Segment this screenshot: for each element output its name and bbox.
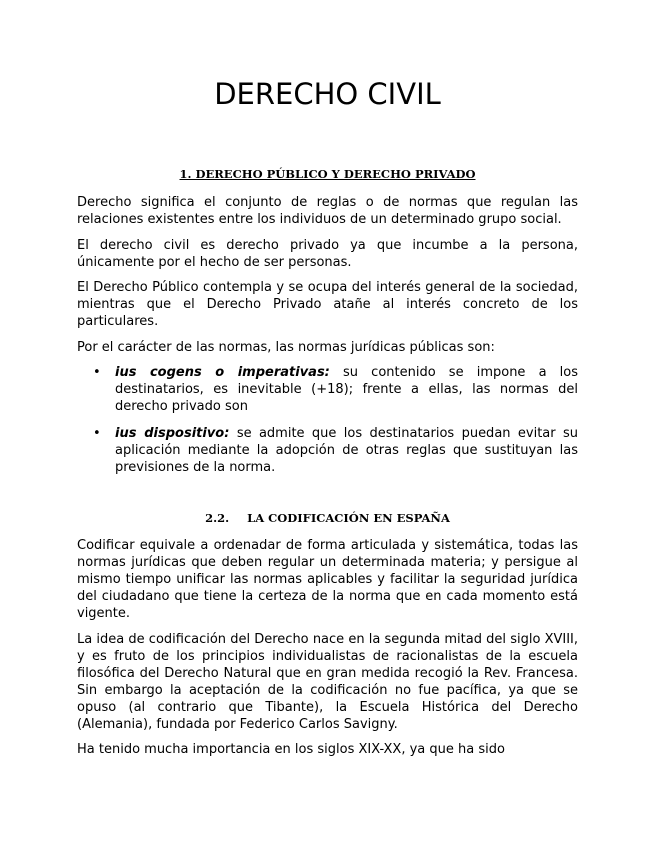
list-item-ius-cogens — [93, 364, 579, 415]
paragraph-publico-vs-privado: El Derecho Público contempla y se ocupa del interés general de la sociedad, mientras que el Derecho Privado atañe al interés concreto de los particulares. — [77, 280, 578, 329]
bullet-icon: • — [93, 426, 101, 441]
document-body — [77, 166, 578, 767]
paragraph-importancia: Ha tenido mucha importancia en los siglos XIX-XX, ya que ha sido — [77, 742, 505, 757]
term-ius-dispositivo: ius dispositivo: — [115, 426, 230, 441]
term-ius-cogens: ius cogens o imperativas: — [115, 365, 330, 380]
description-ius-dispositivo: se admite que los destinatarios puedan evitar su aplicación mediante la adopción de otras reglas que sustituyan las previsiones de la norma. — [115, 426, 578, 475]
document-title: DERECHO CIVIL — [214, 77, 441, 111]
paragraph-derecho-civil: El derecho civil es derecho privado ya que incumbe a la persona, únicamente por el hecho de ser personas. — [77, 237, 578, 270]
paragraph-idea-codificacion: La idea de codificación del Derecho nace en la segunda mitad del siglo XVIII, y es fruto de los principios individualistas de racionalistas de la escuela filosófica del Derecho Natural que en gran medida recogió la Rev. Francesa. Sin embargo la aceptación de la codificación no fue pacífica, ya que se opuso (al contrario que Tibante), la Escuela Histórica del Derecho (Alemania), fundada por Federico Carlos Savigny. — [77, 631, 578, 732]
paragraph-definicion-derecho: Derecho significa el conjunto de reglas o de normas que regulan las relaciones existentes entre los individuos de un determinado grupo social. — [77, 195, 578, 227]
description-ius-cogens: su contenido se impone a los destinatarios, es inevitable (+18); frente a ellas, las normas del derecho privado son — [115, 365, 579, 414]
paragraph-caracter-normas: Por el carácter de las normas, las normas jurídicas públicas son: — [77, 339, 495, 355]
bullet-icon: • — [93, 365, 101, 380]
section-number: 2.2. — [205, 511, 230, 525]
list-item-ius-dispositivo — [93, 425, 578, 476]
section-heading-derecho-publico-privado: 1. DERECHO PÚBLICO Y DERECHO PRIVADO — [179, 167, 476, 181]
normas-list — [77, 364, 578, 476]
section-heading-codificacion — [77, 510, 578, 526]
paragraph-codificar-definicion: Codificar equivale a ordenadar de forma articulada y sistemática, todas las normas jurídicas que deben regular un determinada materia; y persigue al mismo tiempo unificar las normas aplicables y facilitar la seguridad jurídica del ciudadano que tiene la certeza de la norma que en cada momento está vigente. — [77, 538, 578, 621]
section-title: LA CODIFICACIÓN EN ESPAÑA — [247, 511, 450, 525]
